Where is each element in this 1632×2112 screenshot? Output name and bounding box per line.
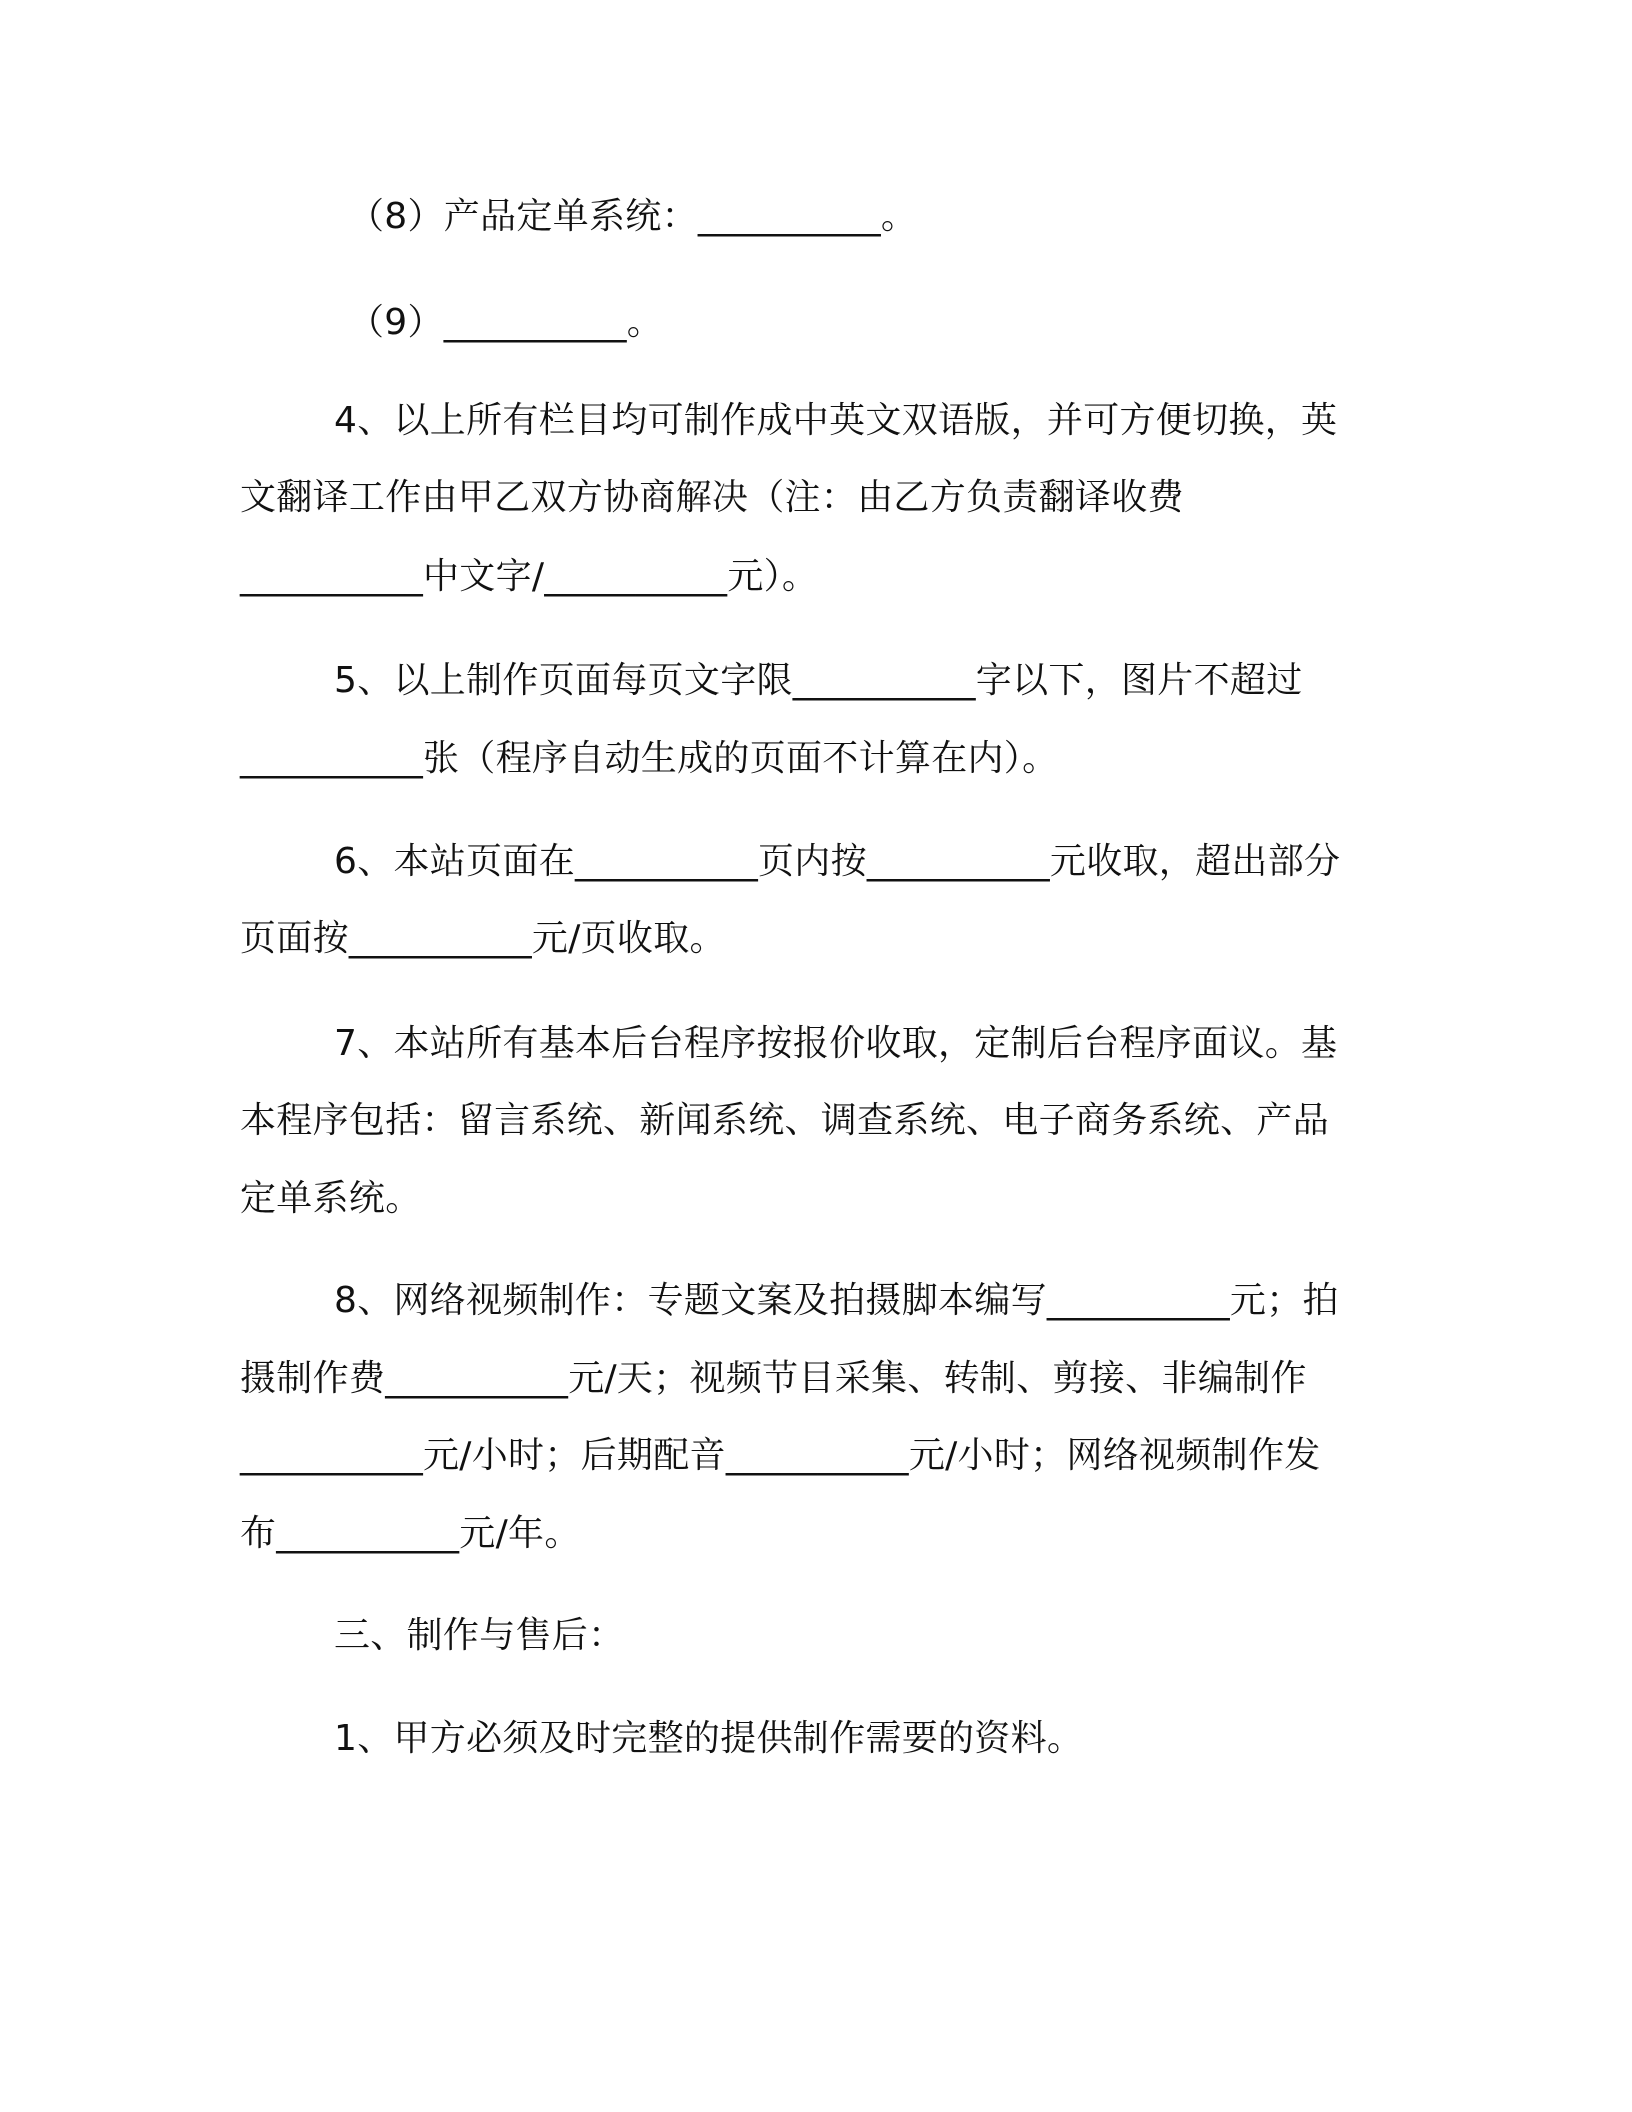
clause-5-line-2: __________张（程序自动生成的页面不计算在内）。 [240,738,1059,779]
clause-8-line-3: __________元/小时；后期配音__________元/小时；网络视频制作发 [240,1435,1321,1476]
clause-7-line-3: 定单系统。 [240,1178,422,1219]
clause-4-line-1: 4、以上所有栏目均可制作成中英文双语版，并可方便切换，英 [334,400,1338,441]
clause-7-line-2: 本程序包括：留言系统、新闻系统、调查系统、电子商务系统、产品 [240,1100,1330,1141]
clause-8-line-1: 8、网络视频制作：专题文案及拍摄脚本编写__________元；拍 [334,1280,1339,1321]
clause-7-line-1: 7、本站所有基本后台程序按报价收取，定制后台程序面议。基 [334,1023,1338,1064]
item-8-order-system: （8）产品定单系统：__________。 [348,196,918,237]
clause-6-line-2: 页面按__________元/页收取。 [240,918,726,959]
clause-5-line-1: 5、以上制作页面每页文字限__________字以下，图片不超过 [334,660,1303,701]
clause-8-line-2: 摄制作费__________元/天；视频节目采集、转制、剪接、非编制作 [240,1358,1307,1399]
item-9-blank: （9）__________。 [348,302,664,343]
clause-4-line-2: 文翻译工作由甲乙双方协商解决（注：由乙方负责翻译收费 [240,477,1184,518]
clause-6-line-1: 6、本站页面在__________页内按__________元收取，超出部分 [334,841,1341,882]
section-3-item-1: 1、甲方必须及时完整的提供制作需要的资料。 [334,1718,1084,1759]
clause-8-line-4: 布__________元/年。 [240,1513,581,1554]
clause-4-line-3: __________中文字/__________元）。 [240,556,819,597]
section-3-heading: 三、制作与售后： [334,1615,625,1656]
